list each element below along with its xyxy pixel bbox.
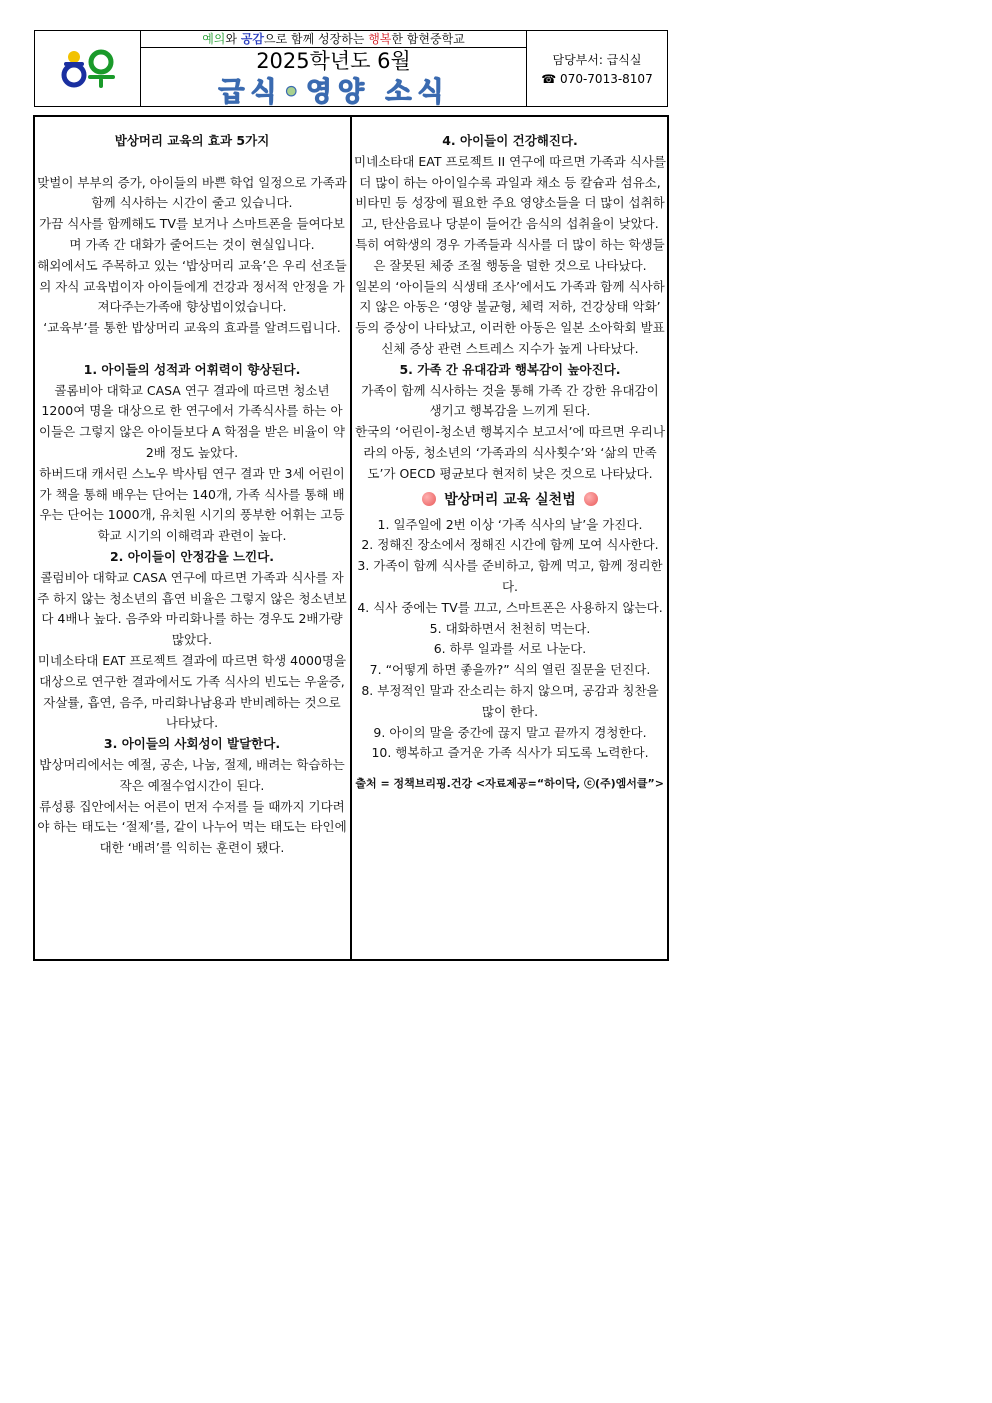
- column-divider: [350, 117, 352, 959]
- practice-item: 9. 아이의 말을 중간에 끊지 말고 끝까지 경청한다.: [373, 724, 647, 740]
- section-heading: 4. 아이들이 건강해진다.: [442, 133, 578, 148]
- section-heading: 2. 아이들이 안정감을 느낀다.: [109, 548, 275, 564]
- slogan-part: 공감: [240, 32, 265, 46]
- slogan-part: 행복: [368, 32, 392, 46]
- title-cell: [141, 31, 527, 106]
- paragraph: 가족이 함께 식사하는 것을 통해 가족 간 강한 유대감이 생기고 행복감을 느끼게 된다.: [361, 382, 659, 419]
- section-heading: 5. 가족 간 유대감과 행복감이 높아진다.: [399, 361, 621, 377]
- slogan-part: 한 함현중학교: [391, 32, 465, 46]
- practice-item: 1. 일주일에 2번 이상 ‘가족 식사의 날’을 가진다.: [377, 516, 643, 532]
- department: 담당부서: 급식실: [552, 53, 642, 67]
- section-heading: 3. 아이들의 사회성이 발달한다.: [103, 736, 281, 752]
- newsletter-header: [34, 30, 668, 107]
- paragraph: 미네소타대 EAT 프로젝트 II 연구에 따르면 가족과 식사를 더 많이 하는 아이일수록 과일과 채소 등 칼슘과 섬유소, 비타민 등 성장에 필요한 주요 영양소들을 더 많이 섭취하고, 탄산음료나 당분이 들어간 음식의 섭취율이 낮았다.: [354, 153, 666, 232]
- practice-item: 4. 식사 중에는 TV를 끄고, 스마트폰은 사용하지 않는다.: [357, 599, 663, 615]
- school-slogan: [141, 31, 526, 48]
- paragraph: [37, 339, 347, 360]
- banner-title: [141, 75, 526, 111]
- practice-title: [354, 485, 666, 515]
- slogan-part: 으로 함께 성장하는: [264, 32, 369, 46]
- practice-item: 2. 정해진 장소에서 정해진 시간에 함께 모여 식사한다.: [361, 537, 659, 553]
- school-logo-cell: [35, 31, 141, 106]
- section-heading: 1. 아이들의 성적과 어휘력이 향상된다.: [83, 361, 301, 377]
- paragraph: [37, 152, 347, 173]
- practice-item: 6. 하루 일과를 서로 나눈다.: [433, 641, 587, 657]
- paragraph: 하버드대 캐서린 스노우 박사팀 연구 결과 만 3세 어린이가 책을 통해 배우는 단어는 140개, 가족 식사를 통해 배우는 단어는 1000개, 유치원 시기의 풍부한 어휘는 고등학교 시기의 이해력과 관련이 높다.: [39, 465, 345, 544]
- paragraph: 맞벌이 부부의 증가, 아이들의 바쁜 학업 일정으로 가족과 함께 식사하는 시간이 줄고 있습니다.: [37, 174, 347, 211]
- practice-title-text: 밥상머리 교육 실천법: [444, 491, 576, 508]
- practice-item: 3. 가족이 함께 식사를 준비하고, 함께 먹고, 함께 정리한다.: [357, 558, 663, 594]
- paragraph: 콜럼비아 대학교 CASA 연구에 따르면 가족과 식사를 자주 하지 않는 청소년의 흡연 비율은 그렇지 않은 청소년보다 4배나 높다. 음주와 마리화나를 하는 경우도 2배가량 많았다.: [37, 569, 347, 648]
- circle-bullet-icon: [422, 492, 436, 506]
- practice-item: 7. “어떻게 하면 좋을까?” 식의 열린 질문을 던진다.: [369, 662, 651, 678]
- practice-list: [354, 515, 666, 765]
- paragraph: ‘교육부’를 통한 밥상머리 교육의 효과를 알려드립니다.: [43, 320, 341, 336]
- issue-title: 2025학년도 6월: [256, 49, 411, 73]
- practice-item: 10. 행복하고 즐거운 가족 식사가 되도록 노력한다.: [371, 745, 649, 761]
- school-logo-icon: [35, 31, 139, 106]
- banner-title-text: 급식•영양 소식: [218, 77, 450, 107]
- paragraph: 콜롬비아 대학교 CASA 연구 결과에 따르면 청소년 1200여 명을 대상으로 한 연구에서 가족식사를 하는 아이들은 그렇지 않은 아이들보다 A 학점을 받은 비율이 약 2배 정도 높았다.: [39, 382, 345, 460]
- spacer: [354, 764, 666, 774]
- right-column: [354, 131, 666, 795]
- contact-cell: [527, 31, 667, 106]
- circle-bullet-icon: [584, 492, 598, 506]
- slogan-part: 예의: [202, 32, 226, 46]
- section-heading: 밥상머리 교육의 효과 5가지: [114, 133, 270, 148]
- paragraph: 한국의 ‘어린이-청소년 행복지수 보고서’에 따르면 우리나라의 아동, 청소년의 ‘가족과의 식사횟수’와 ‘삶의 만족도’가 OECD 평균보다 현저히 낮은 것으로 나타났다.: [354, 424, 666, 481]
- practice-item: 5. 대화하면서 천천히 먹는다.: [429, 620, 591, 636]
- paragraph: 가끔 식사를 함께해도 TV를 보거나 스마트폰을 들여다보며 가족 간 대화가 줄어드는 것이 현실입니다.: [39, 216, 345, 252]
- paragraph: 밥상머리에서는 예절, 공손, 나눔, 절제, 배려는 학습하는 작은 예절수업시간이 된다.: [39, 756, 345, 793]
- phone-number: ☎ 070-7013-8107: [541, 72, 653, 86]
- paragraph: 일본의 ‘아이들의 식생태 조사’에서도 가족과 함께 식사하지 않은 아동은 ‘영양 불균형, 체력 저하, 건강상태 악화’ 등의 증상이 나타났고, 이러한 아동은 일본 소아학회 발표 신체 증상 관련 스트레스 지수가 높게 나타났다.: [355, 278, 665, 356]
- paragraph: 해외에서도 주목하고 있는 ‘밥상머리 교육’은 우리 선조들의 자식 교육법이자 아이들에게 건강과 정서적 안정을 가져다주는가족애 향상법이었습니다.: [37, 257, 347, 315]
- newsletter-body: [33, 115, 669, 961]
- practice-item: 8. 부정적인 말과 잔소리는 하지 않으며, 공감과 칭찬을 많이 한다.: [361, 682, 659, 719]
- left-column: [37, 131, 347, 859]
- paragraph: 미네소타대 EAT 프로젝트 결과에 따르면 학생 4000명을 대상으로 연구한 결과에서도 가족 식사의 빈도는 우울증, 자살률, 흡연, 음주, 마리화나남용과 반비례하는 것으로 나타났다.: [37, 652, 347, 731]
- source-citation: 출처 = 정책브리핑.건강 <자료제공=“하이닥, ⓒ(주)엠서클”>: [355, 777, 664, 791]
- slogan-part: 와: [225, 32, 241, 46]
- paragraph: 류성룡 집안에서는 어른이 먼저 수저를 들 때까지 기다려야 하는 태도는 ‘절제’를, 같이 나누어 먹는 태도는 타인에 대한 ‘배려’를 익히는 훈련이 됐다.: [37, 798, 347, 856]
- paragraph: 특히 여학생의 경우 가족들과 식사를 더 많이 하는 학생들은 잘못된 체중 조절 행동을 덜한 것으로 나타났다.: [355, 236, 665, 273]
- right-paragraphs: [354, 131, 666, 485]
